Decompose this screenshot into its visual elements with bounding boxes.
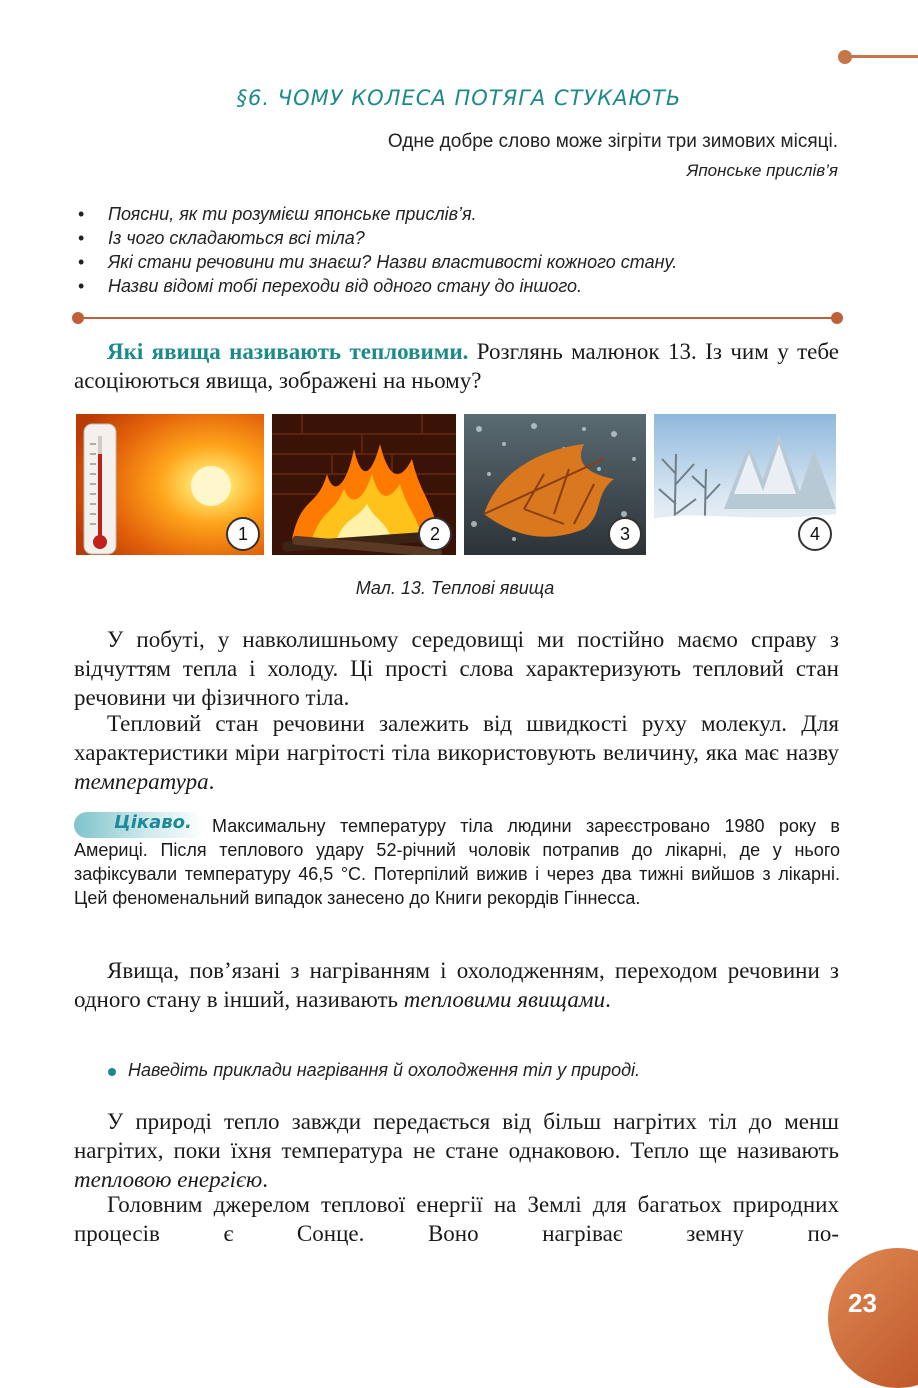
top-decoration-line	[846, 55, 918, 58]
question-item: • Назви відомі тобі переходи від одного стану до іншого.	[78, 276, 583, 296]
question-item: • Поясни, як ти розумієш японське прислів’я.	[78, 204, 477, 224]
image-badge-2: 2	[418, 517, 452, 551]
body-paragraph-1: У побуті, у навколишньому середовищі ми постійно маємо справу з відчуттям тепла і холоду. Ці прості слова характеризують тепловий стан речовини чи фізичного тіла.	[74, 627, 839, 710]
body-paragraph-3: Явища, пов’язані з нагріванням і охолодженням, переходом речовини з одного стану в інший, називають тепловими явищами.	[74, 958, 839, 1012]
task-bullet-icon	[108, 1068, 116, 1076]
image-badge-4: 4	[798, 517, 832, 551]
winter-forest-image	[654, 414, 836, 555]
intro-lead: Які явища називають тепловими.	[107, 339, 469, 364]
epigraph-source: Японське прислів’я	[686, 161, 838, 180]
separator-line	[78, 317, 837, 319]
task-text: Наведіть приклади нагрівання й охолодження тіл у природі.	[128, 1060, 641, 1080]
sun-thermometer-image	[76, 414, 264, 555]
intro-paragraph: Які явища називають тепловими. Розглянь малюнок 13. Із чим у тебе асоціюються явища, зображені на ньому?	[74, 339, 840, 393]
bullet-icon: •	[78, 276, 85, 296]
fire-image	[272, 414, 456, 555]
body-paragraph-4: У природі тепло завжди передається від більш нагрітих тіл до менш нагрітих, поки їхня температура не стане однаковою. Тепло ще називають тепловою енергією.	[74, 1109, 839, 1192]
question-item: • Із чого складаються всі тіла?	[78, 228, 365, 248]
figure-caption: Мал. 13. Теплові явища	[355, 578, 555, 598]
top-decoration-dot	[838, 50, 852, 64]
term-thermal-phenomena: тепловими явищами	[403, 987, 606, 1012]
bullet-icon: •	[78, 228, 85, 248]
image-badge-1: 1	[226, 517, 260, 551]
bullet-icon: •	[78, 252, 85, 272]
question-item: • Які стани речовини ти знаєш? Назви властивості кожного стану.	[78, 252, 678, 272]
question-list	[74, 202, 854, 298]
image-badge-3: 3	[608, 517, 642, 551]
body-paragraph-5: Головним джерелом теплової енергії на Землі для багатьох природних процесів є Сонце. Воно нагріває земну по-	[74, 1192, 839, 1246]
section-title: §6. ЧОМУ КОЛЕСА ПОТЯГА СТУКАЮТЬ	[236, 86, 682, 110]
fact-text: Максимальну температуру тіла людини зареєстровано 1980 року в Америці. Після теплового удару 52-річний чоловік потрапив до лікарні, де у нього зафіксували температуру 46,5 °С. Потерпілий вижив і через два тижні вийшов з лікарні. Цей феноменальний випадок занесено до Книги рекордів Гіннесса.	[74, 816, 840, 908]
separator-dot-right	[831, 312, 843, 324]
autumn-leaf-image	[464, 414, 646, 555]
term-thermal-energy: тепловою енергією	[74, 1167, 263, 1192]
body-paragraph-2: Тепловий стан речовини залежить від швидкості руху молекул. Для характеристики міри нагрітості тіла використовують величину, яка має назву температура.	[74, 711, 839, 794]
epigraph: Одне добре слово може зігріти три зимових місяці.	[387, 131, 838, 152]
page-number: 23	[848, 1288, 877, 1318]
fact-label: Цікаво.	[114, 812, 192, 833]
bullet-icon: •	[78, 204, 85, 224]
term-temperature: температура	[74, 769, 209, 794]
separator-dot-left	[72, 312, 84, 324]
